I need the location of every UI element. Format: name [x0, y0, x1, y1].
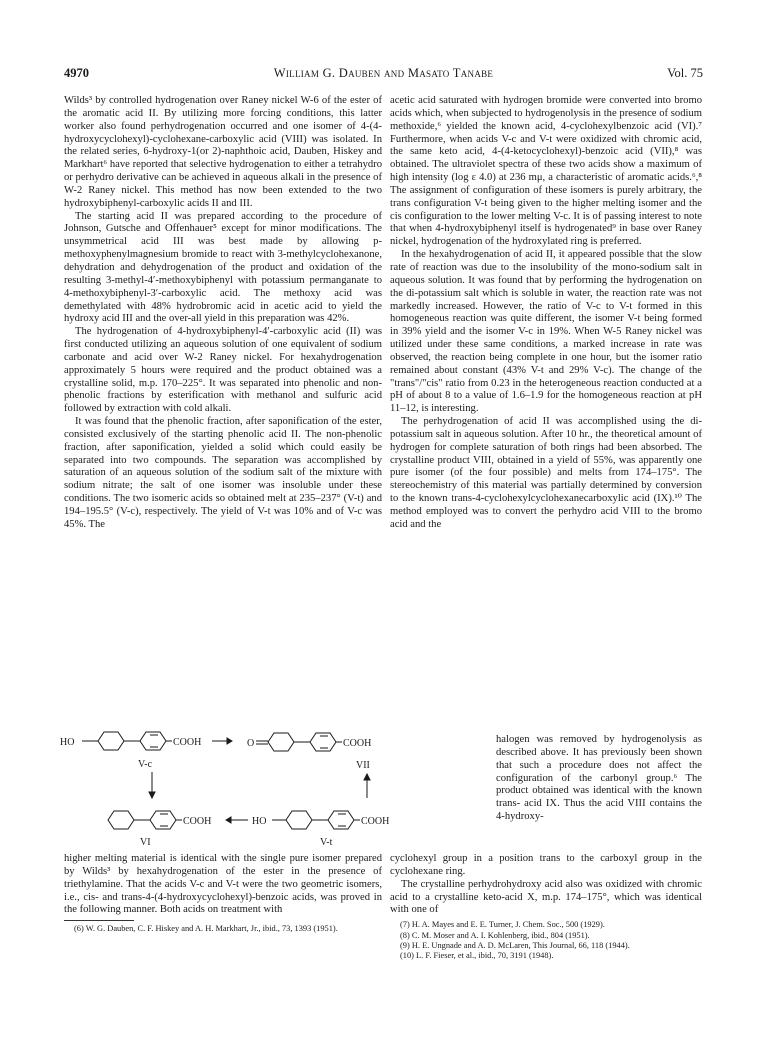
paragraph: The crystalline perhydrohydroxy acid also was oxidized with chromic acid to a crystalline keto-acid X, m.p. 174–175°, which was identical with one of	[390, 878, 702, 916]
paragraph: cyclohexyl group in a position trans to the carboxyl group in the cyclohexane ring.	[390, 853, 702, 877]
paragraph: acetic acid saturated with hydrogen bromide were converted into bromo acids which, when subjected to hydrogenolysis in the presence of sodium methoxide,⁶ yielded the known acid, 4-cyclohexylbenzoic acid (VI).⁷ Furthermore, when acids V-c and V-t were oxidized with chromic acid, the same keto acid, 4-(4-ketocyclohexyl)-benzoic acid (VII),⁸ was obtained. The ultraviolet spectra of these two acids show a maximum of high intensity (log ε 4.0) at 236 mμ, a characteristic of aromatic acids.⁶,⁸ The assignment of configuration of these isomers is purely arbitrary, the trans configuration V-t being given to the higher melting isomer and the cis configuration to the lower melting V-c. It is of passing interest to note that when 4-hydroxybiphenyl itself is hydrogenated⁹ in base over Raney nickel, hydrogenation of the hydroxylated ring is preferred.	[390, 95, 702, 248]
footnote: (10) L. F. Fieser, et al., ibid., 70, 3191 (1948).	[400, 951, 554, 961]
compound-label-vii: VII	[356, 760, 370, 771]
paragraph: It was found that the phenolic fraction, after saponification of the ester, consisted exclusively of the starting phenolic acid II. The non-phenolic fraction, after saponification, yielded a solid which could easily be separated into two compounds. The separation was accomplished by saturation of an aqueous solution of the sodium salt of the mixture with sodium nitrate; the salt of one isomer was insoluble under these conditions. The two isomeric acids so obtained melt at 235–237° (V-t) and 194–195.5° (V-c), respectively. The yield of V-t was 10% and of V-c was 45%. The	[64, 416, 382, 530]
footnote-rule	[64, 920, 134, 921]
paragraph: In the hexahydrogenation of acid II, it appeared possible that the slow rate of reaction was due to the insolubility of the mono-sodium salt in aqueous solution. It was found that by performing the hydrogenation on the di-potassium salt which is soluble in water, the reaction rate was not markedly increased. However, the ratio of V-c to V-t formed in this homogeneous reaction was quite different, the isomer V-t being formed in 39% yield and the isomer V-c in 19%. When W-5 Raney nickel was utilized under these same conditions, a marked increase in rate was observed, the reaction being complete in one hour, but the isomer ratio remained about constant (43% V-t and 29% V-c). The change of the "trans"/"cis" ratio from 0.23 in the heterogeneous reaction conducted at a pH of about 8 to a value of 1.6–1.9 for the homogeneous reaction at pH 11–12, is interesting.	[390, 249, 702, 415]
paragraph: The starting acid II was prepared according to the procedure of Johnson, Gutsche and Offenhauer⁵ except for minor modifications. The unsymmetrical acid III was best made by allowing p-methoxyphenylmagnesium bromide to react with 3-methylcyclohexanone, dehydration and dehydrogenation of the product and oxidation of the resulting 3-methyl-4′-methoxybiphenyl with potassium permanganate to 4-methoxybiphenyl-3′-carboxylic acid. The methoxy acid was demethylated with 48% hydrobromic acid in acetic acid to yield the hydroxy acid III and the over-all yield in this preparation was 42%.	[64, 210, 382, 325]
right-column-beside-scheme	[496, 734, 702, 824]
left-column-top	[64, 95, 382, 532]
left-column-bottom	[64, 853, 382, 935]
footnote: (9) H. E. Ungnade and A. D. McLaren, This Journal, 66, 118 (1944).	[400, 941, 630, 951]
footnote: (7) H. A. Mayes and E. E. Turner, J. Chem. Soc., 500 (1929).	[400, 920, 605, 930]
volume-label: Vol. 75	[667, 66, 703, 80]
carboxyl-label: COOH	[361, 816, 390, 827]
compound-label-vt: V-t	[320, 837, 333, 848]
paragraph: The hydrogenation of 4-hydroxybiphenyl-4′-carboxylic acid (II) was first conducted utilizing an aqueous solution of one equivalent of sodium carbonate and acid over W-2 Raney nickel. For hexahydrogenation approximately 5 hours were required and the product obtained was a crystalline solid, m.p. 170–225°. It was separated into phenolic and non-phenolic fractions by esterification with methanol and sulfuric acid followed by extraction with cold alkali.	[64, 326, 382, 415]
paragraph: Wilds³ by controlled hydrogenation over Raney nickel W-6 of the ester of the aromatic acid II. By utilizing more forcing conditions, this latter worker also found perhydrogenation occurred and one isomer of 4-(4-hydroxycyclohexyl)-cyclohexane-carboxylic acid (VIII) was isolated. In the related series, 6-hydroxy-1(or 2)-naphthoic acid, Dauben, Hiskey and Markhart⁶ have reported that selective hydrogenation to either a tetrahydro or perhydro derivative can be achieved in aqueous alkali in the presence of W-2 Raney nickel. This method has now been extended to the two hydroxybiphenyl-carboxylic acids II and III.	[64, 95, 382, 209]
hydroxyl-label: HO	[60, 737, 75, 748]
keto-oxygen-label: O	[247, 738, 255, 749]
page-number: 4970	[64, 66, 89, 80]
carboxyl-label: COOH	[173, 737, 202, 748]
footnote: (8) C. M. Moser and A. I. Kohlenberg, ibid., 804 (1951).	[400, 930, 590, 940]
paragraph: The perhydrogenation of acid II was accomplished using the di-potassium salt in aqueous solution. After 10 hr., the theoretical amount of hydrogen for complete saturation of both rings had been absorbed. The crystalline product VIII, obtained in a yield of 55%, was apparently one pure isomer (of the four possible) and melts from 174–175°. The stereochemistry of this material was partially determined by conversion to the known trans-4-cyclohexylcyclohexanecarboxylic acid (IX).¹⁰ The method employed was to convert the perhydro acid VIII to the bromo acid and the	[390, 416, 702, 530]
running-header	[64, 66, 703, 82]
right-column-top	[390, 95, 702, 532]
right-column-bottom	[390, 853, 702, 962]
footnotes-right	[390, 920, 702, 962]
paragraph: higher melting material is identical with the single pure isomer prepared by Wilds³ by hexahydrogenation of the ester in the presence of triethylamine. That the acids V-c and V-t were the two geometric isomers, i.e., cis- and trans-4-(4-hydroxycyclohexyl)-benzoic acids, was proved in the following manner. Both acids on treatment with	[64, 853, 382, 916]
compound-label-vc: V-c	[138, 759, 153, 770]
reaction-scheme	[60, 720, 490, 852]
footnotes-left	[64, 924, 382, 934]
paragraph: halogen was removed by hydrogenolysis as described above. It has previously been shown that such a procedure does not affect the configuration of the carbonyl group.⁶ The product obtained was identical with the known trans- acid IX. Thus the acid VIII contains the 4-hydroxy-	[496, 734, 702, 823]
hydroxyl-label: HO	[252, 816, 267, 827]
compound-label-vi: VI	[140, 837, 151, 848]
carboxyl-label: COOH	[343, 738, 372, 749]
carboxyl-label: COOH	[183, 816, 212, 827]
footnote: (6) W. G. Dauben, C. F. Hiskey and A. H. Markhart, Jr., ibid., 73, 1393 (1951).	[74, 924, 338, 934]
author-line: William G. Dauben and Masato Tanabe	[273, 66, 494, 80]
